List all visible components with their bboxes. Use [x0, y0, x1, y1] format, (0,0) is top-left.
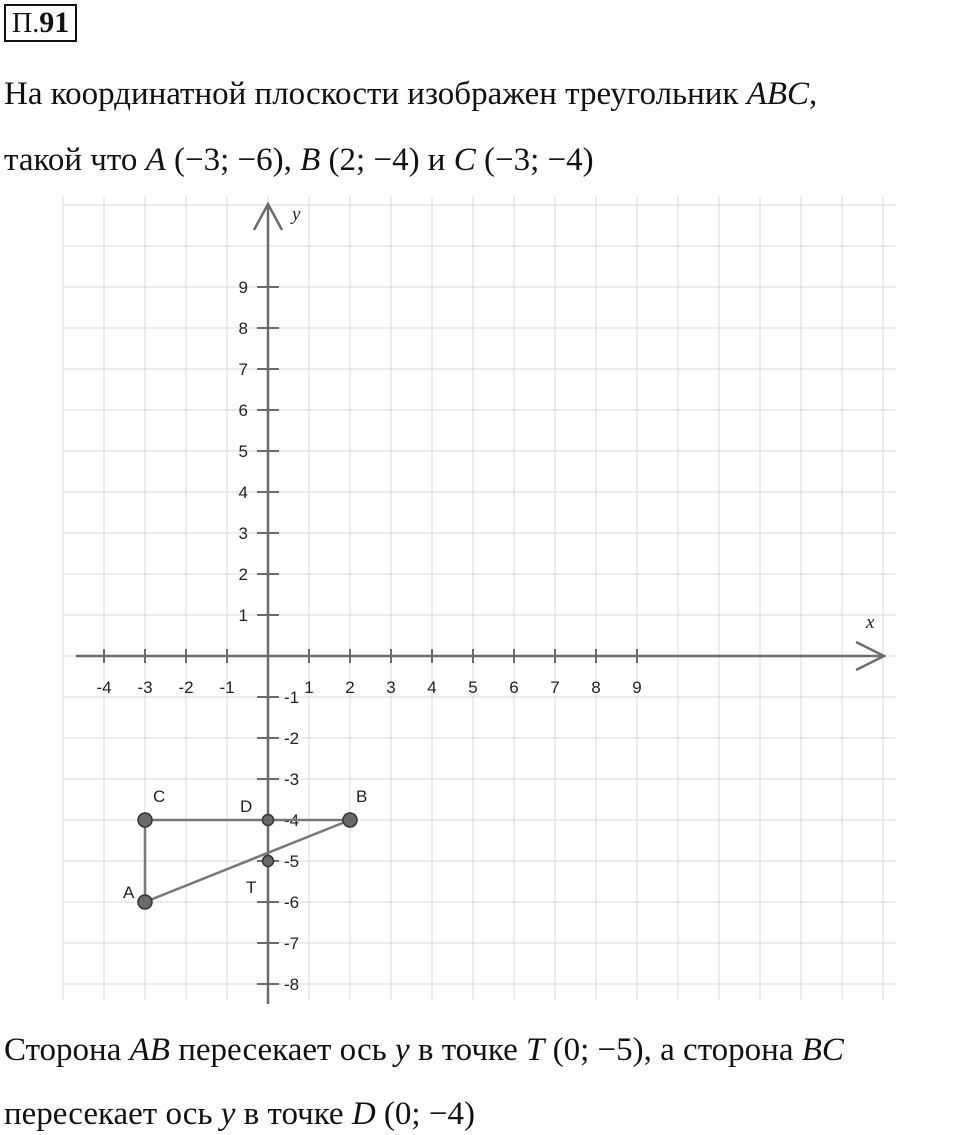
point-b — [343, 813, 357, 827]
x-tick-label: -4 — [96, 678, 112, 697]
problem-prefix: П. — [12, 8, 40, 39]
point-d — [263, 815, 274, 826]
y-tick-label: 6 — [238, 401, 248, 420]
conclusion-line-1 — [4, 1030, 844, 1070]
y-tick-label: 5 — [238, 442, 248, 461]
point-c — [138, 813, 152, 827]
y-tick-label: 2 — [238, 565, 248, 584]
point-a-name: A — [145, 142, 166, 178]
text-fragment: пересекает ось — [4, 1096, 221, 1132]
text-fragment: в точке — [409, 1032, 527, 1068]
conclusion-line-2 — [4, 1094, 475, 1134]
y-tick-label: 7 — [238, 360, 248, 379]
axis-y-name: y — [394, 1032, 410, 1068]
y-tick-label: -2 — [284, 729, 300, 748]
text-fragment: Сторона — [4, 1032, 130, 1068]
x-tick-label: 4 — [427, 678, 437, 697]
intro-text: На координатной плоскости изображен треугольник — [4, 76, 747, 112]
side-bc: BC — [801, 1032, 844, 1068]
y-axis-label: y — [292, 204, 301, 225]
y-tick-label: -8 — [284, 975, 300, 994]
text-fragment: в точке — [235, 1096, 352, 1132]
point-c-coords: (−3; −4) — [475, 142, 594, 178]
point-b-coords: (2; −4) и — [320, 142, 454, 178]
point-label-a: A — [123, 883, 135, 902]
y-tick-label: -1 — [284, 688, 300, 707]
x-tick-label: 3 — [386, 678, 396, 697]
axis-y-name: y — [220, 1096, 236, 1132]
x-axis-label: x — [866, 612, 875, 633]
grid — [63, 196, 896, 1000]
y-tick-label: -7 — [284, 934, 300, 953]
y-tick-label: -6 — [284, 893, 300, 912]
text-fragment: пересекает ось — [169, 1032, 395, 1068]
x-tick-label: -3 — [137, 678, 153, 697]
point-t-name: T — [526, 1032, 545, 1068]
point-label-d: D — [240, 797, 253, 816]
y-tick-label: 3 — [238, 524, 248, 543]
side-ab: AB — [129, 1032, 170, 1068]
point-t-coords: (0; −5), а сторона — [544, 1032, 802, 1068]
x-tick-label: 7 — [550, 678, 560, 697]
point-a-coords: (−3; −6), — [165, 142, 301, 178]
x-tick-label: 5 — [468, 678, 478, 697]
y-tick-label: -5 — [284, 852, 300, 871]
x-tick-label: 8 — [591, 678, 601, 697]
x-tick-label: -2 — [178, 678, 194, 697]
point-c-name: C — [453, 142, 476, 178]
y-tick-label: 8 — [238, 319, 248, 338]
intro-tail: , — [809, 76, 818, 112]
point-a — [138, 895, 152, 909]
intro-lead: такой что — [4, 142, 146, 178]
point-label-b: B — [356, 787, 368, 806]
problem-number: 91 — [39, 6, 70, 39]
point-d-coords: (0; −4) — [375, 1096, 475, 1132]
x-tick-label: 6 — [509, 678, 519, 697]
point-t — [263, 856, 274, 867]
y-tick-label: 9 — [238, 278, 248, 297]
y-tick-label: -4 — [284, 811, 300, 830]
y-tick-label: -3 — [284, 770, 300, 789]
triangle-name: ABC — [746, 76, 810, 112]
y-tick-label: 4 — [238, 483, 248, 502]
point-d-name: D — [351, 1096, 376, 1132]
y-tick-label: 1 — [238, 606, 248, 625]
x-tick-label: 1 — [304, 678, 314, 697]
point-b-name: B — [300, 142, 321, 178]
x-tick-label: -1 — [219, 678, 235, 697]
point-label-t: T — [246, 878, 257, 897]
point-label-c: C — [153, 787, 166, 806]
x-tick-label: 2 — [345, 678, 355, 697]
x-tick-label: 9 — [632, 678, 642, 697]
